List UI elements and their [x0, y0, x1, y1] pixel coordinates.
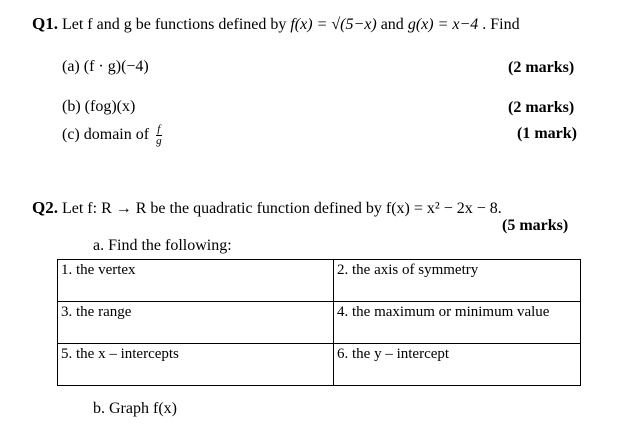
table-row [58, 260, 581, 302]
table-cell: 6. the y – intercept [334, 344, 581, 386]
fraction-numerator: f [157, 123, 161, 135]
q2-intro: Let f: R → R be the quadratic function defined by f(x) = x² − 2x − 8. [57, 200, 502, 217]
q1-part-a: (a) (f · g)(−4) [62, 58, 149, 75]
q2-part-a: a. Find the following: [93, 237, 232, 254]
q1-header [32, 14, 520, 34]
q2-part-b: b. Graph f(x) [93, 400, 177, 417]
q1-part-b: (b) (fog)(x) [62, 98, 136, 115]
q1-part-b-marks: (2 marks) [508, 99, 575, 116]
q1-find: . Find [478, 16, 520, 33]
table-row [58, 302, 581, 344]
q1-intro: Let f and g be functions defined by [57, 16, 291, 33]
q2-task-table [57, 259, 581, 386]
table-row [58, 344, 581, 386]
q1-g-definition: g(x) = x−4 [407, 16, 479, 33]
q1-part-c-marks: (1 mark) [517, 125, 577, 142]
q1-f-definition: f(x) = √(5−x) [290, 16, 377, 33]
q2-marks: (5 marks) [502, 217, 569, 234]
q1-part-c-label: (c) domain of [62, 126, 150, 144]
table-cell: 1. the vertex [58, 260, 334, 302]
table-cell: 5. the x – intercepts [58, 344, 334, 386]
q2-label: Q2. [32, 198, 58, 217]
fraction-denominator: g [156, 135, 162, 147]
q1-part-a-marks: (2 marks) [508, 59, 575, 76]
q1-part-c [62, 124, 162, 147]
q1-label: Q1. [32, 14, 58, 33]
table-cell: 4. the maximum or minimum value [334, 302, 581, 344]
f-over-g-fraction [156, 124, 162, 147]
q2-header [32, 198, 502, 218]
table-cell: 2. the axis of symmetry [334, 260, 581, 302]
table-cell: 3. the range [58, 302, 334, 344]
q1-and: and [376, 16, 408, 33]
